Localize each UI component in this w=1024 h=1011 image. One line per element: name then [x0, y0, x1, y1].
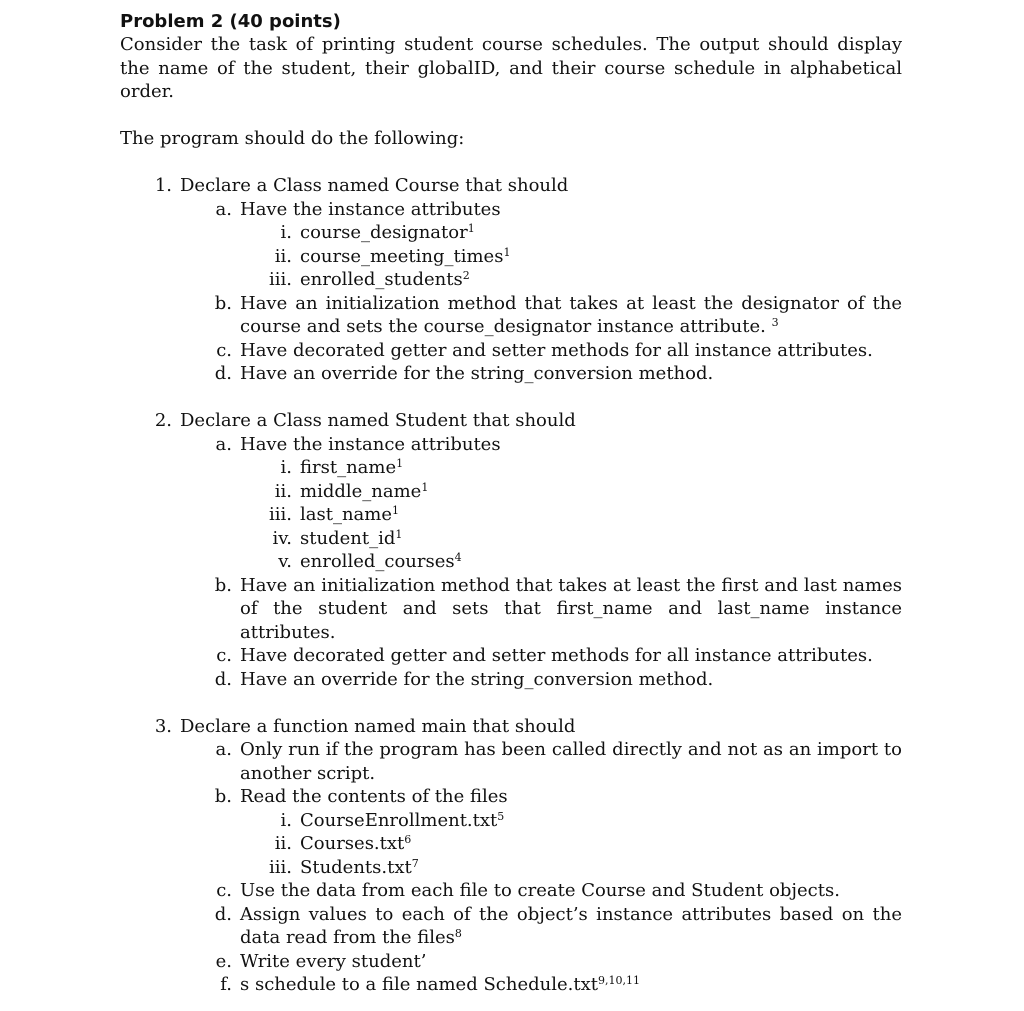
- document-page: [120, 10, 902, 997]
- list-marker: c.: [216, 880, 232, 901]
- list-text: Have an initialization method that takes at least the designator of the course and sets the course_designator instance attribute. $^3$: [240, 292, 902, 337]
- list-text: Assign values to each of the object’s instance attributes based on the data read from the files$^8$: [240, 903, 902, 948]
- footnote-ref: 3: [771, 316, 779, 329]
- requirements-list: [120, 174, 902, 997]
- sub-item: [120, 433, 902, 457]
- attribute-item: [120, 245, 902, 269]
- footnote-ref: 5: [497, 809, 505, 823]
- list-text: Courses.txt$^6$: [300, 833, 412, 854]
- list-marker: i.: [280, 809, 292, 831]
- list-text: enrolled_students$^2$: [300, 269, 470, 290]
- sub-item: [120, 738, 902, 785]
- list-marker: iii.: [269, 269, 292, 290]
- list-marker: b.: [214, 574, 232, 596]
- list-text: Declare a Class named Course that should: [180, 175, 569, 196]
- footnote-ref: 4: [454, 551, 462, 564]
- sub-item: [120, 668, 902, 692]
- list-marker: b.: [214, 786, 232, 807]
- section-item: [120, 174, 902, 198]
- list-text: course_designator$^1$: [300, 222, 475, 243]
- list-text: s schedule to a file named Schedule.txt$^{9,10,11}$: [240, 974, 640, 995]
- sub-item: [120, 903, 902, 950]
- footnote-ref: 6: [404, 833, 412, 846]
- attribute-item: [120, 480, 902, 504]
- list-text: first_name$^1$: [300, 457, 404, 478]
- sub-item: [120, 950, 902, 974]
- list-marker: iii.: [269, 856, 292, 878]
- list-marker: 3.: [154, 715, 172, 737]
- list-text: course_meeting_times$^1$: [300, 245, 511, 267]
- sub-item: [120, 973, 902, 997]
- attribute-item: [120, 456, 902, 480]
- list-marker: 1.: [154, 175, 172, 196]
- sub-item: [120, 362, 902, 386]
- attribute-item: [120, 268, 902, 292]
- list-marker: ii.: [274, 480, 292, 502]
- list-text: Have an initialization method that takes at least the first and last names of the student and sets that first_name and last_name instance attributes.: [240, 574, 902, 643]
- list-marker: c.: [216, 645, 232, 666]
- footnote-ref: 7: [411, 856, 419, 870]
- footnote-ref: 1: [396, 457, 404, 470]
- list-text: middle_name$^1$: [300, 480, 429, 502]
- list-text: Have an override for the string_conversion method.: [240, 668, 714, 690]
- list-marker: a.: [215, 433, 232, 455]
- footnote-ref: 1: [503, 245, 511, 259]
- list-text: Have the instance attributes: [240, 433, 501, 455]
- list-marker: i.: [280, 222, 292, 243]
- list-marker: ii.: [274, 245, 292, 267]
- sub-item: [120, 339, 902, 363]
- list-marker: iv.: [272, 527, 292, 549]
- list-marker: d.: [214, 668, 232, 690]
- footnote-ref: 1: [421, 480, 429, 494]
- lead-sentence: The program should do the following:: [120, 128, 465, 149]
- list-marker: iii.: [269, 504, 292, 525]
- list-marker: d.: [214, 903, 232, 925]
- list-marker: 2.: [154, 410, 172, 431]
- list-text: CourseEnrollment.txt$^5$: [300, 809, 505, 831]
- attribute-item: [120, 550, 902, 574]
- sub-item: [120, 644, 902, 668]
- list-marker: i.: [280, 457, 292, 478]
- list-text: Students.txt$^7$: [300, 856, 419, 878]
- sub-item: [120, 292, 902, 339]
- footnote-ref: 1: [467, 222, 475, 235]
- list-marker: a.: [215, 198, 232, 220]
- problem-title: Problem 2 (40 points): [120, 11, 341, 32]
- footnote-ref: 1: [392, 504, 400, 517]
- section-item: [120, 715, 902, 739]
- list-marker: a.: [215, 739, 232, 760]
- list-marker: f.: [220, 974, 232, 995]
- attribute-item: [120, 503, 902, 527]
- list-text: last_name$^1$: [300, 504, 400, 525]
- sub-item: [120, 574, 902, 645]
- footnote-ref: 1: [395, 527, 403, 541]
- list-text: Have an override for the string_conversion method.: [240, 363, 714, 384]
- attribute-item: [120, 221, 902, 245]
- attribute-item: [120, 856, 902, 880]
- list-marker: e.: [215, 950, 232, 972]
- list-text: Have decorated getter and setter methods for all instance attributes.: [240, 645, 873, 666]
- footnote-ref: 8: [454, 927, 462, 940]
- list-text: Use the data from each file to create Course and Student objects.: [240, 880, 840, 901]
- list-text: enrolled_courses$^4$: [300, 551, 462, 572]
- intro-paragraph: Consider the task of printing student course schedules. The output should display the name of the student, their globalID, and their course schedule in alphabetical order.: [120, 34, 902, 102]
- sub-item: [120, 785, 902, 809]
- list-text: Read the contents of the files: [240, 786, 508, 807]
- footnote-ref: 9,10,11: [597, 974, 640, 987]
- sub-item: [120, 198, 902, 222]
- list-marker: d.: [214, 363, 232, 384]
- sub-item: [120, 879, 902, 903]
- list-text: $student\_id^1$: [300, 527, 403, 549]
- list-text: Declare a Class named Student that should: [180, 410, 576, 431]
- list-text: Declare a function named main that should: [180, 715, 576, 737]
- attribute-item: [120, 832, 902, 856]
- list-marker: b.: [214, 292, 232, 314]
- footnote-ref: 2: [462, 269, 470, 282]
- list-text: Have the instance attributes: [240, 198, 501, 220]
- attribute-item: [120, 527, 902, 551]
- section-item: [120, 409, 902, 433]
- list-marker: c.: [216, 339, 232, 361]
- list-text: Write every student’: [240, 950, 427, 972]
- list-text: Only run if the program has been called directly and not as an import to another script.: [240, 739, 902, 784]
- list-marker: ii.: [274, 833, 292, 854]
- list-text: Have decorated getter and setter methods for all instance attributes.: [240, 339, 873, 361]
- attribute-item: [120, 809, 902, 833]
- list-marker: v.: [278, 551, 292, 572]
